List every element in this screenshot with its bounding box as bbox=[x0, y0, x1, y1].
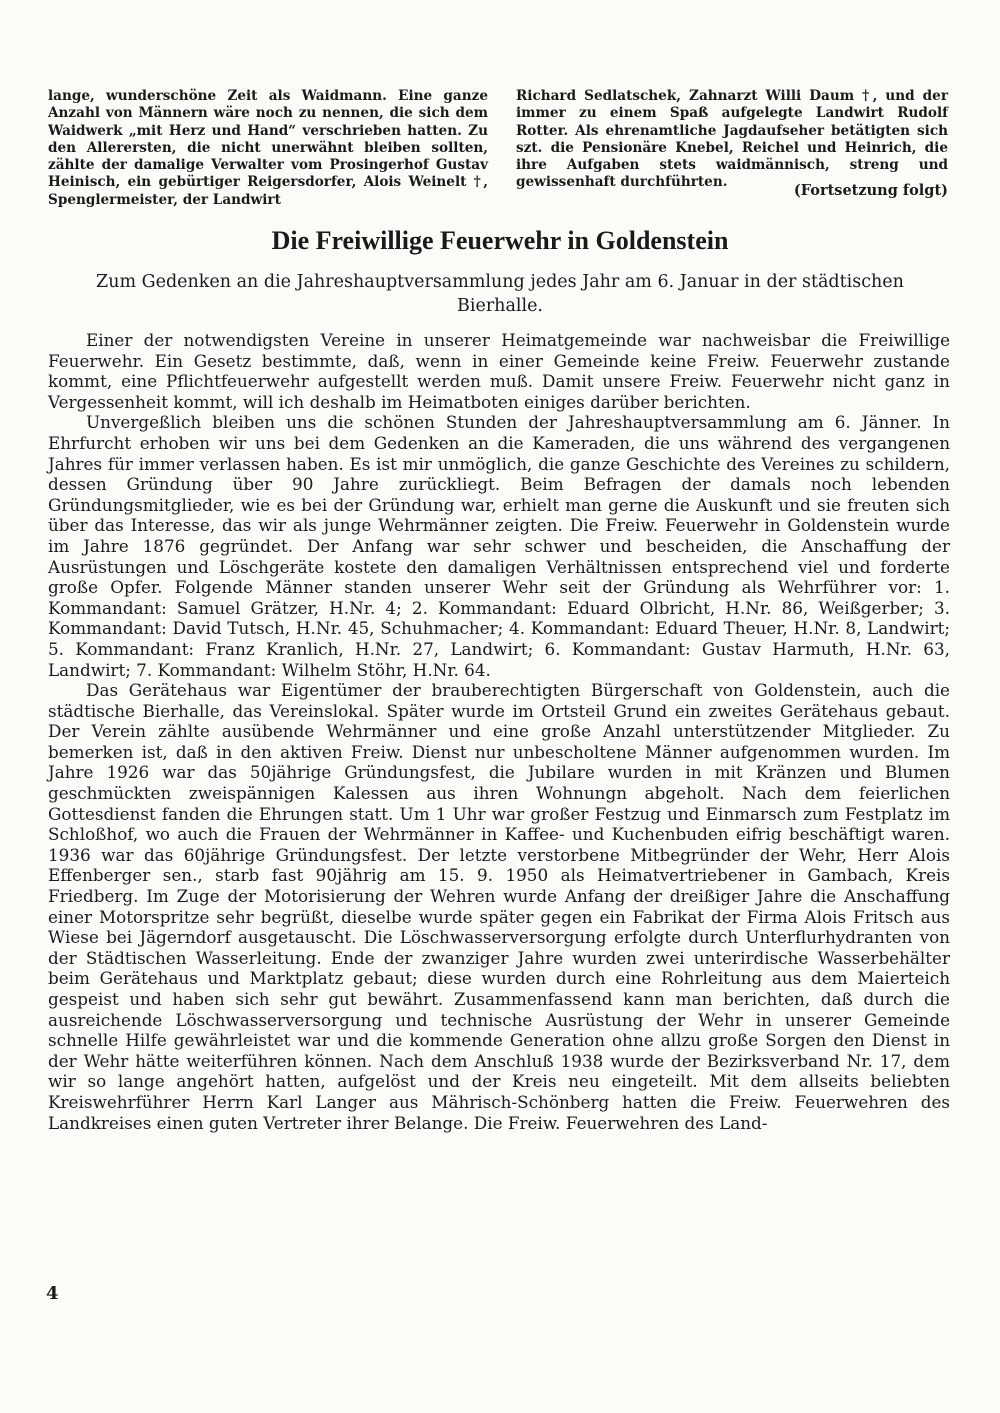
article-paragraph: Einer der notwendigsten Vereine in unserer Heimatgemeinde war nachweisbar die Freiwillige Feuerwehr. Ein Gesetz bestimmte, daß, wenn in einer Gemeinde keine Freiw. Feuerwehr zustande kommt, eine Pflichtfeuerwehr aufgestellt werden muß. Damit unsere Freiw. Feuerwehr nicht ganz in Vergessenheit kommt, will ich deshalb im Heimatboten einiges darüber berichten. bbox=[48, 330, 950, 412]
article-paragraph: Unvergeßlich bleiben uns die schönen Stunden der Jahreshauptversammlung am 6. Jänner. In Ehrfurcht erhoben wir uns bei dem Gedenken an die Kameraden, die uns während des vergangenen Jahres für immer verlassen haben. Es ist mir unmöglich, die ganze Geschichte des Vereines zu schildern, dessen Gründung über 90 Jahre zurückliegt. Beim Befragen der damals noch lebenden Gründungsmitglieder, wie es bei der Gründung war, erhielt man gerne die Auskunft und sie freuten sich über das Interesse, das wir als junge Wehrmänner zeigten. Die Freiw. Feuerwehr in Goldenstein wurde im Jahre 1876 gegründet. Der Anfang war sehr schwer und bescheiden, die Anschaffung der Ausrüstungen und Löschgeräte kostete den damaligen Verhältnissen entsprechend viel und forderte große Opfer. Folgende Männer standen unserer Wehr seit der Gründung als Wehrführer vor: 1. Kommandant: Samuel Grätzer, H.Nr. 4; 2. Kommandant: Eduard Olbricht, H.Nr. 86, Weißgerber; 3. Kommandant: David Tutsch, H.Nr. 45, Schuhmacher; 4. Kommandant: Eduard Theuer, H.Nr. 8, Landwirt; 5. Kommandant: Franz Kranlich, H.Nr. 27, Landwirt; 6. Kommandant: Gustav Harmuth, H.Nr. 63, Landwirt; 7. Kommandant: Wilhelm Stöhr, H.Nr. 64. bbox=[48, 412, 950, 680]
page-number: 4 bbox=[46, 1283, 59, 1304]
article-body bbox=[48, 330, 950, 1133]
previous-article-right-column: Richard Sedlatschek, Zahnarzt Willi Daum †, und der immer zu einem Spaß aufgelegte Landwirt Rudolf Rotter. Als ehrenamtliche Jagdaufseher betätigten sich szt. die Pensionäre Knebel, Reichel und Heinrich, die ihre Aufgaben stets waidmännisch, streng und gewissenhaft durchführten. bbox=[516, 88, 948, 191]
article-subtitle: Zum Gedenken an die Jahreshauptversammlung jedes Jahr am 6. Januar in der städtischen Bierhalle. bbox=[96, 272, 904, 316]
previous-article-left-column: lange, wunderschöne Zeit als Waidmann. Eine ganze Anzahl von Männern wäre noch zu nennen, die sich dem Waidwerk „mit Herz und Hand“ verschrieben hatten. Zu den Allerersten, die nicht unerwähnt bleiben sollten, zählte der damalige Verwalter vom Prosingerhof Gustav Heinisch, ein gebürtiger Reigersdorfer, Alois Weinelt †, Spenglermeister, der Landwirt bbox=[48, 88, 488, 208]
article-paragraph: Das Gerätehaus war Eigentümer der brauberechtigten Bürgerschaft von Goldenstein, auch die städtische Bierhalle, das Vereinslokal. Später wurde im Ortsteil Grund ein zweites Gerätehaus gebaut. Der Verein zählte ausübende Wehrmänner und eine große Anzahl unterstützender Mitglieder. Zu bemerken ist, daß in den aktiven Freiw. Dienst nur unbescholtene Männer aufgenommen wurden. Im Jahre 1926 war das 50jährige Gründungsfest, die Jubilare wurden in mit Kränzen und Blumen geschmückten zweispännigen Kalessen aus ihren Wohnungn abgeholt. Nach dem feierlichen Gottesdienst fanden die Ehrungen statt. Um 1 Uhr war großer Festzug und Einmarsch zum Festplatz im Schloßhof, wo auch die Frauen der Wehrmänner in Kaffee- und Kuchenbuden eifrig beschäftigt waren. 1936 war das 60jährige Gründungsfest. Der letzte verstorbene Mitbegründer der Wehr, Herr Alois Effenberger sen., starb fast 90jährig am 15. 9. 1950 als Heimatvertriebener in Gambach, Kreis Friedberg. Im Zuge der Motorisierung der Wehren wurde Anfang der dreißiger Jahre die Anschaffung einer Motorspritze sehr begrüßt, dieselbe wurde später gegen ein Fabrikat der Firma Alois Fritsch aus Wiese bei Jägerndorf ausgetauscht. Die Löschwasserversorgung erfolgte durch Unterflurhydranten von der Städtischen Wasserleitung. Ende der zwanziger Jahre wurden zwei unterirdische Wasserbehälter beim Gerätehaus und Marktplatz gebaut; diese wurden durch eine Rohrleitung aus dem Maierteich gespeist und haben sich sehr gut bewährt. Zusammenfassend kann man berichten, daß durch die ausreichende Löschwasserversorgung und technische Ausrüstung der Wehr in unserer Gemeinde schnelle Hilfe gewährleistet war und die kommende Generation ohne allzu große Sorgen den Dienst in der Wehr hätte weiterführen können. Nach dem Anschluß 1938 wurde der Bezirksverband Nr. 17, dem wir so lange angehört hatten, aufgelöst und der Kreis neu eingeteilt. Mit dem allseits beliebten Kreiswehrführer Herrn Karl Langer aus Mährisch-Schönberg hatten die Freiw. Feuerwehren des Landkreises einen guten Vertreter ihrer Belange. Die Freiw. Feuerwehren des Land- bbox=[48, 680, 950, 1133]
article-title: Die Freiwillige Feuerwehr in Goldenstein bbox=[271, 226, 729, 255]
continuation-note: (Fortsetzung folgt) bbox=[793, 182, 948, 199]
